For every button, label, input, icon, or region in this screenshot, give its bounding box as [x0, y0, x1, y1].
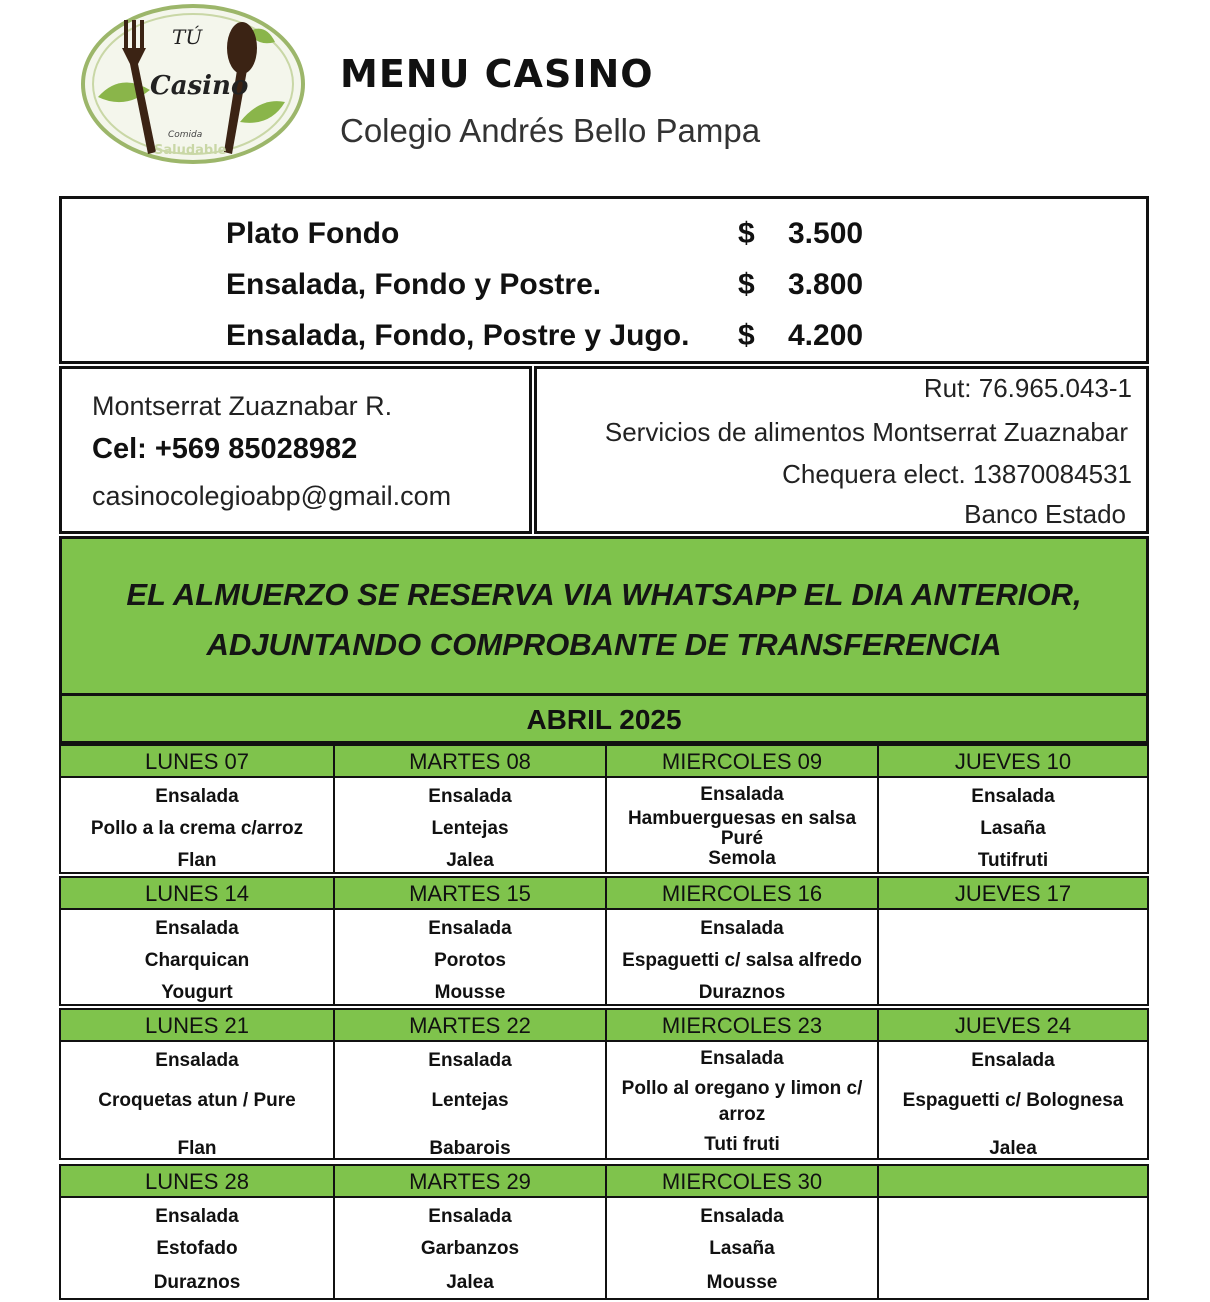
day-header: MIERCOLES 09	[605, 744, 879, 778]
day-menu	[333, 1196, 607, 1300]
contact-phone: Cel: +569 85028982	[92, 433, 358, 465]
menu-item: Mousse	[434, 982, 506, 1003]
menu-item: Espaguetti c/ Bolognesa	[902, 1090, 1124, 1111]
logo-text-saludable: Saludable	[154, 143, 227, 158]
menu-item: Jalea	[446, 850, 494, 871]
menu-item: Ensalada	[700, 1206, 784, 1227]
day-header: MIERCOLES 23	[605, 1008, 879, 1042]
day-menu	[605, 908, 879, 1006]
menu-item: Jalea	[989, 1138, 1037, 1159]
day-menu	[59, 1040, 335, 1160]
menu-item: Ensalada	[155, 1050, 239, 1071]
contact-info	[59, 366, 532, 534]
day-header: LUNES 14	[59, 876, 335, 910]
menu-item: Ensalada	[428, 1050, 512, 1071]
logo-text-casino: Casino	[150, 71, 249, 101]
contact-name: Montserrat Zuaznabar R.	[92, 391, 393, 421]
day-header: JUEVES 24	[877, 1008, 1149, 1042]
bank-company: Servicios de alimentos Montserrat Zuaznabar	[604, 417, 1128, 447]
day-menu	[59, 1196, 335, 1300]
day-menu	[59, 908, 335, 1006]
menu-item: Babarois	[429, 1138, 511, 1159]
price-amount: 3.500	[788, 217, 864, 250]
day-menu	[877, 908, 1149, 1006]
logo-text-tu: TÚ	[172, 25, 203, 49]
day-menu	[605, 776, 879, 874]
menu-item: Flan	[177, 850, 217, 871]
menu-item: Estofado	[156, 1238, 238, 1259]
bank-account: Chequera elect. 13870084531	[782, 459, 1132, 489]
menu-item: Tuti fruti	[704, 1134, 780, 1155]
day-header: MIERCOLES 30	[605, 1164, 879, 1198]
price-name: Ensalada, Fondo y Postre.	[226, 268, 602, 301]
menu-item: Lentejas	[431, 818, 509, 839]
menu-item: Pollo a la crema c/arroz	[90, 818, 304, 839]
menu-item: Ensalada	[428, 1206, 512, 1227]
price-amount: 3.800	[788, 268, 864, 301]
menu-item: Puré	[720, 828, 764, 849]
price-amount: 4.200	[788, 319, 864, 352]
day-header	[877, 1164, 1149, 1198]
day-header: MIERCOLES 16	[605, 876, 879, 910]
reservation-notice	[59, 536, 1149, 696]
month-header: ABRIL 2025	[59, 696, 1149, 744]
price-row	[62, 213, 1146, 263]
menu-item: Lasaña	[709, 1238, 775, 1259]
day-menu	[605, 1196, 879, 1300]
menu-item: Duraznos	[698, 982, 786, 1003]
day-header: MARTES 08	[333, 744, 607, 778]
price-name: Plato Fondo	[226, 217, 400, 250]
menu-item: Pollo al oregano y limon c/	[621, 1078, 863, 1099]
day-menu	[877, 1196, 1149, 1300]
menu-item: Duraznos	[153, 1272, 241, 1293]
logo-text-comida: Comida	[168, 130, 203, 140]
day-menu	[877, 776, 1149, 874]
contact-email: casinocolegioabp@gmail.com	[92, 481, 452, 511]
bank-rut: Rut: 76.965.043-1	[923, 373, 1132, 403]
price-currency: $	[738, 217, 755, 250]
day-header: LUNES 28	[59, 1164, 335, 1198]
menu-item: Hambuerguesas en salsa	[627, 808, 857, 829]
bank-info	[534, 366, 1149, 534]
price-currency: $	[738, 319, 755, 352]
menu-title: MENU CASINO	[340, 52, 654, 96]
casino-logo	[80, 2, 306, 168]
menu-item: Ensalada	[971, 786, 1055, 807]
day-header: MARTES 22	[333, 1008, 607, 1042]
menu-item: Espaguetti c/ salsa alfredo	[622, 950, 862, 971]
price-name: Ensalada, Fondo, Postre y Jugo.	[226, 319, 690, 352]
menu-item: Jalea	[446, 1272, 494, 1293]
menu-item: Porotos	[434, 950, 506, 971]
price-row	[62, 315, 1146, 365]
day-menu	[877, 1040, 1149, 1160]
menu-item: Ensalada	[155, 1206, 239, 1227]
day-menu	[333, 776, 607, 874]
menu-item: Tutifruti	[977, 850, 1049, 871]
price-currency: $	[738, 268, 755, 301]
menu-item: arroz	[718, 1104, 766, 1125]
day-header: JUEVES 17	[877, 876, 1149, 910]
day-header: JUEVES 10	[877, 744, 1149, 778]
day-header: LUNES 07	[59, 744, 335, 778]
menu-item: Charquican	[144, 950, 250, 971]
day-header: MARTES 29	[333, 1164, 607, 1198]
price-list	[59, 196, 1149, 364]
menu-item: Mousse	[706, 1272, 778, 1293]
menu-item: Yougurt	[161, 982, 233, 1003]
menu-item: Ensalada	[428, 918, 512, 939]
notice-line: ADJUNTANDO COMPROBANTE DE TRANSFERENCIA	[206, 627, 1002, 662]
menu-item: Croquetas atun / Pure	[98, 1090, 296, 1111]
menu-item: Ensalada	[428, 786, 512, 807]
day-menu	[333, 1040, 607, 1160]
menu-item: Ensalada	[971, 1050, 1055, 1071]
menu-item: Lasaña	[980, 818, 1046, 839]
menu-item: Garbanzos	[420, 1238, 520, 1259]
school-name: Colegio Andrés Bello Pampa	[340, 112, 761, 149]
day-menu	[605, 1040, 879, 1160]
day-menu	[59, 776, 335, 874]
menu-item: Ensalada	[155, 918, 239, 939]
menu-item: Lentejas	[431, 1090, 509, 1111]
day-header: LUNES 21	[59, 1008, 335, 1042]
menu-item: Ensalada	[155, 786, 239, 807]
menu-item: Flan	[177, 1138, 217, 1159]
menu-item: Ensalada	[700, 784, 784, 805]
menu-item: Ensalada	[700, 918, 784, 939]
day-header: MARTES 15	[333, 876, 607, 910]
day-menu	[333, 908, 607, 1006]
price-row	[62, 264, 1146, 314]
menu-item: Semola	[708, 848, 776, 869]
notice-line: EL ALMUERZO SE RESERVA VIA WHATSAPP EL DIA ANTERIOR,	[126, 577, 1082, 612]
bank-name: Banco Estado	[964, 499, 1126, 529]
menu-item: Ensalada	[700, 1048, 784, 1069]
